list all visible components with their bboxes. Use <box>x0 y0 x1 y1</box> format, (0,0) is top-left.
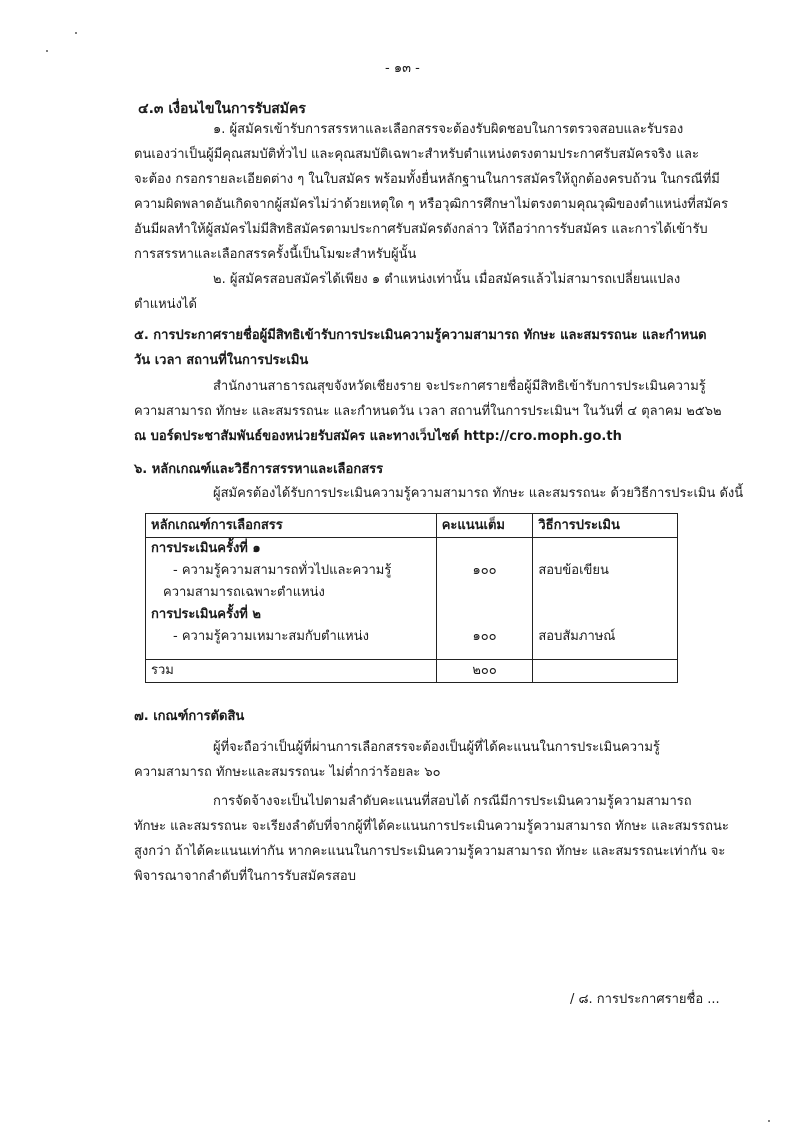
text-line: ๑. ผู้สมัครเข้ารับการสรรหาและเลือกสรรจะต้องรับผิดชอบในการตรวจสอบและรับรอง <box>213 122 684 137</box>
round-2-method: สอบสัมภาษณ์ <box>538 629 616 644</box>
round-1-title: การประเมินครั้งที่ ๑ <box>151 541 261 556</box>
table-total-row <box>146 660 678 683</box>
text-line: พิจารณาจากลำดับที่ในการรับสมัครสอบ <box>134 869 356 884</box>
table-header-row <box>146 514 678 538</box>
round-2-score: ๑๐๐ <box>472 629 497 644</box>
section-7-heading: ๗. เกณฑ์การตัดสิน <box>134 709 245 724</box>
total-method <box>533 660 678 683</box>
header-method: วิธีการประเมิน <box>533 514 678 538</box>
scan-speck <box>46 50 48 52</box>
round-1-method: สอบข้อเขียน <box>538 563 609 578</box>
text-line: ผู้ที่จะถือว่าเป็นผู้ที่ผ่านการเลือกสรรจะต้องเป็นผู้ที่ได้คะแนนในการประเมินความรู้ <box>213 740 660 755</box>
text-line: ณ บอร์ดประชาสัมพันธ์ของหน่วยรับสมัคร และทางเว็บไซต์ http://cro.moph.go.th <box>134 429 622 444</box>
text-line: ทักษะ และสมรรถนะ จะเรียงลำดับที่จากผู้ที่ได้คะแนนการประเมินความรู้ความสามารถ ทักษะ และสมรรถนะ <box>134 819 729 834</box>
text-line: ความสามารถ ทักษะ และสมรรถนะ และกำหนดวัน เวลา สถานที่ในการประเมินฯ ในวันที่ ๔ ตุลาคม ๒๕๖๒ <box>134 404 722 419</box>
text-line: การจัดจ้างจะเป็นไปตามลำดับคะแนนที่สอบได้ กรณีมีการประเมินความรู้ความสามารถ <box>213 794 692 809</box>
round-2-item: - ความรู้ความเหมาะสมกับตำแหน่ง <box>173 629 369 644</box>
scan-speck <box>75 32 77 34</box>
total-score: ๒๐๐ <box>436 660 533 683</box>
text-line: สำนักงานสาธารณสุขจังหวัดเชียงราย จะประกาศรายชื่อผู้มีสิทธิเข้ารับการประเมินความรู้ <box>213 379 706 394</box>
page-number: - ๑๓ - <box>385 61 420 76</box>
method-cell <box>533 538 678 660</box>
section-6-heading: ๖. หลักเกณฑ์และวิธีการสรรหาและเลือกสรร <box>134 462 384 477</box>
round-1-item-cont: ความสามารถเฉพาะตำแหน่ง <box>163 585 325 600</box>
heading-line: วัน เวลา สถานที่ในการประเมิน <box>134 353 309 368</box>
header-full-score: คะแนนเต็ม <box>436 514 533 538</box>
round-1-score: ๑๐๐ <box>472 563 497 578</box>
criteria-table <box>145 513 678 683</box>
section-4-3-heading: ๔.๓ เงื่อนไขในการรับสมัคร <box>138 101 306 117</box>
text-line: อันมีผลทำให้ผู้สมัครไม่มีสิทธิสมัครตามประกาศรับสมัครดังกล่าว ให้ถือว่าการรับสมัคร และการได้เข้ารับ <box>134 222 708 237</box>
round-1-item: - ความรู้ความสามารถทั่วไปและความรู้ <box>173 563 392 578</box>
text-line: การสรรหาและเลือกสรรครั้งนี้เป็นโมฆะสำหรับผู้นั้น <box>134 247 417 262</box>
continuation-note: / ๘. การประกาศรายชื่อ ... <box>570 992 720 1007</box>
text-line: ๒. ผู้สมัครสอบสมัครได้เพียง ๑ ตำแหน่งเท่านั้น เมื่อสมัครแล้วไม่สามารถเปลี่ยนแปลง <box>213 272 681 287</box>
scan-speck <box>768 1120 770 1122</box>
round-2-title: การประเมินครั้งที่ ๒ <box>151 607 261 622</box>
text-line: สูงกว่า ถ้าได้คะแนนเท่ากัน หากคะแนนในการประเมินความรู้ความสามารถ ทักษะ และสมรรถนะเท่ากัน จะ <box>134 844 726 859</box>
text-line: ตำแหน่งได้ <box>134 297 197 312</box>
header-criteria: หลักเกณฑ์การเลือกสรร <box>146 514 437 538</box>
text-line: จะต้อง กรอกรายละเอียดต่าง ๆ ในใบสมัคร พร้อมทั้งยื่นหลักฐานในการสมัครให้ถูกต้องครบถ้วน ในกรณีที่มี <box>134 172 720 187</box>
section-6-intro: ผู้สมัครต้องได้รับการประเมินความรู้ความสามารถ ทักษะ และสมรรถนะ ด้วยวิธีการประเมิน ดังนี้ <box>213 486 744 501</box>
score-cell <box>436 538 533 660</box>
heading-line: ๕. การประกาศรายชื่อผู้มีสิทธิเข้ารับการประเมินความรู้ความสามารถ ทักษะ และสมรรถนะ และกำหนด <box>134 328 707 343</box>
text-line: ความสามารถ ทักษะและสมรรถนะ ไม่ต่ำกว่าร้อยละ ๖๐ <box>134 765 441 780</box>
criteria-cell <box>146 538 437 660</box>
text-line: ความผิดพลาดอันเกิดจากผู้สมัครไม่ว่าด้วยเหตุใด ๆ หรือวุฒิการศึกษาไม่ตรงตามคุณวุฒิของตำแหน่งที่สมัคร <box>134 197 729 212</box>
total-label: รวม <box>146 660 437 683</box>
table-row <box>146 538 678 660</box>
text-line: ตนเองว่าเป็นผู้มีคุณสมบัติทั่วไป และคุณสมบัติเฉพาะสำหรับตำแหน่งตรงตามประกาศรับสมัครจริง และ <box>134 147 699 162</box>
